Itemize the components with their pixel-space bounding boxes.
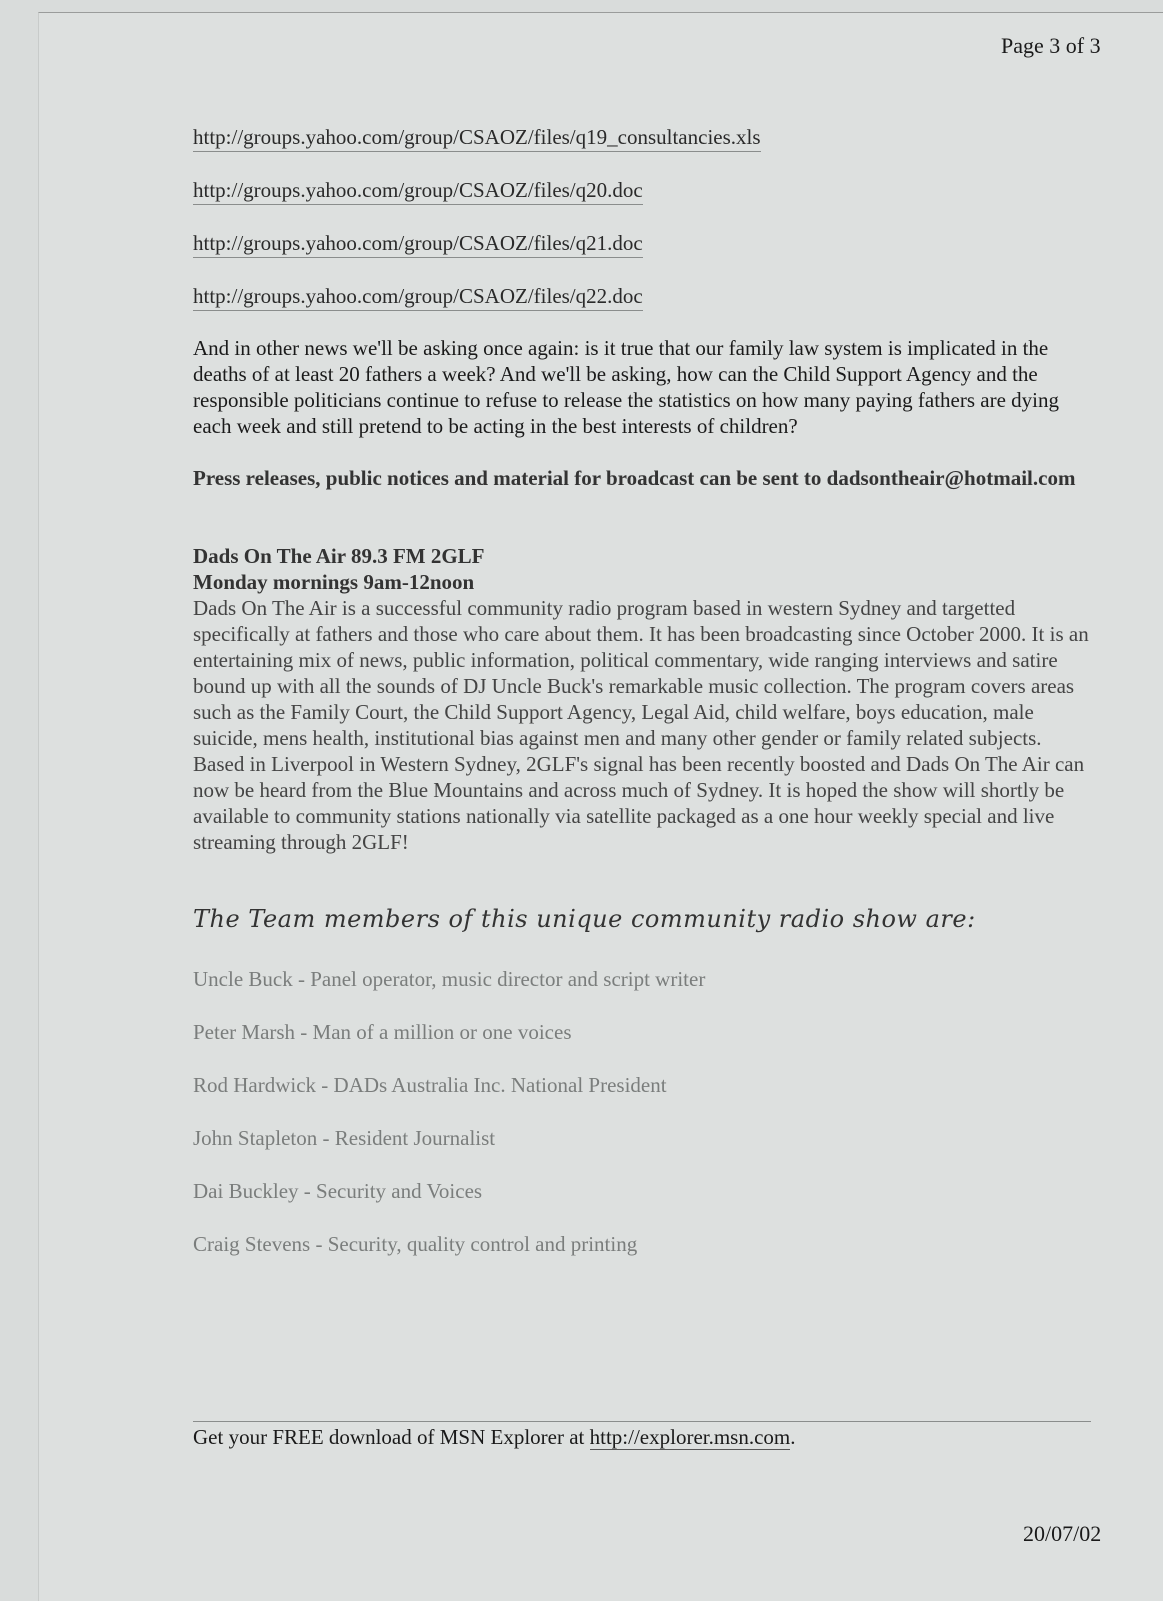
team-heading: The Team members of this unique community radio show are: [193,905,976,933]
file-link-q21[interactable]: http://groups.yahoo.com/group/CSAOZ/files/q21.doc [193,231,643,258]
file-link-q22[interactable]: http://groups.yahoo.com/group/CSAOZ/files/q22.doc [193,284,643,311]
team-member: Dai Buckley - Security and Voices [193,1179,483,1203]
show-schedule: Monday mornings 9am-12noon [193,570,475,594]
team-member: Rod Hardwick - DADs Australia Inc. National President [193,1073,667,1097]
file-links [193,125,761,337]
show-description-1: Dads On The Air is a successful community radio program based in western Sydney and targetted specifically at fathers and those who care about them. It has been broadcasting since October 2000. It is an entertaining mix of news, public information, political commentary, wide ranging interviews and satire bound up with all the sounds of DJ Uncle Buck's remarkable music collection. The program covers areas such as the Family Court, the Child Support Agency, Legal Aid, child welfare, boys education, male suicide, mens health, institutional bias against men and many other gender or family related subjects. [193,596,1089,750]
footer-divider [193,1421,1091,1422]
footer-text: Get your FREE download of MSN Explorer at [193,1425,590,1449]
show-description-2: Based in Liverpool in Western Sydney, 2GLF's signal has been recently boosted and Dads On The Air can now be heard from the Blue Mountains and across much of Sydney. It is hoped the show will shortly be available to community stations nationally via satellite packaged as a one hour weekly special and live streaming through 2GLF! [193,752,1085,854]
msn-explorer-link[interactable]: http://explorer.msn.com [589,1425,791,1449]
page [38,12,1163,1601]
team-member: John Stapleton - Resident Journalist [193,1126,496,1150]
print-date: 20/07/02 [1023,1521,1102,1546]
footer-period: . [790,1425,796,1449]
team-list [193,967,705,1285]
team-member: Craig Stevens - Security, quality control and printing [193,1232,638,1256]
team-member: Uncle Buck - Panel operator, music director and script writer [193,967,706,991]
news-paragraph: And in other news we'll be asking once again: is it true that our family law system is implicated in the deaths of at least 20 fathers a week? And we'll be asking, how can the Child Support Agency and the responsible politicians continue to refuse to release the statistics on how many paying fathers are dying each week and still pretend to be acting in the best interests of children? [193,336,1060,438]
team-member: Peter Marsh - Man of a million or one voices [193,1020,572,1044]
footer [193,1425,796,1450]
show-title: Dads On The Air 89.3 FM 2GLF [193,544,485,568]
show-info [193,543,1093,855]
file-link-q19[interactable]: http://groups.yahoo.com/group/CSAOZ/files/q19_consultancies.xls [193,125,761,152]
file-link-q20[interactable]: http://groups.yahoo.com/group/CSAOZ/files/q20.doc [193,178,643,205]
press-note: Press releases, public notices and material for broadcast can be sent to dadsontheair@hotmail.com [193,466,1076,490]
page-number: Page 3 of 3 [1001,33,1101,58]
